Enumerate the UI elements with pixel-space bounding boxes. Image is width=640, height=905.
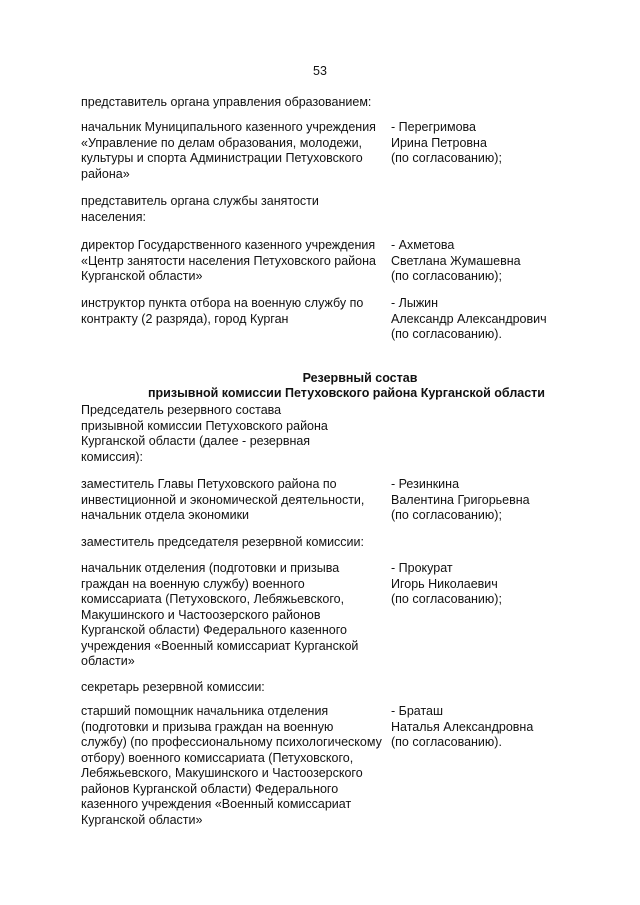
reserve-deputy-person: - Прокурат Игорь Николаевич (по согласованию); [391,561,502,606]
member-role-education: начальник Муниципального казенного учреждения «Управление по делам образования, молодежи, культуры и спорта Администрации Петуховского района» [81,120,376,181]
reserve-chair-intro: Председатель резервного состава призывной комиссии Петуховского района Курганской области (далее - резервная комиссия): [81,403,328,464]
member-role-instructor: инструктор пункта отбора на военную службу по контракту (2 разряда), город Курган [81,296,364,326]
member-person-education: - Перегримова Ирина Петровна (по согласованию); [391,120,502,165]
reserve-secretary-person: - Браташ Наталья Александровна (по согласованию). [391,704,534,749]
reserve-heading-line2: призывной комиссии Петуховского района Курганской области [148,386,545,400]
member-person-employment-center: - Ахметова Светлана Жумашевна (по согласованию); [391,238,521,283]
reserve-deputy-intro: заместитель председателя резервной комиссии: [81,535,364,549]
reserve-deputy-role: начальник отделения (подготовки и призыва граждан на военную службу) военного комиссариата (Петуховского, Лебяжьевского, Макушинского и Частоозерского районов Курганской области) Федерального казенного учреждения «Военный комиссариат Курганской области» [81,561,359,668]
member-role-employment-center: директор Государственного казенного учреждения «Центр занятости населения Петуховского района Курганской области» [81,238,376,283]
education-intro: представитель органа управления образованием: [81,95,372,109]
employment-intro: представитель органа службы занятости населения: [81,194,319,224]
page-number: 53 [313,64,327,78]
reserve-heading: Резервный состав [302,371,418,385]
member-person-instructor: - Лыжин Александр Александрович (по согласованию). [391,296,547,341]
reserve-secretary-role: старший помощник начальника отделения (подготовки и призыва граждан на военную службу) (по профессиональному психологическому отбору) военного комиссариата (Петуховского, Лебяжьевского, Макушинского и Частоозерского районов Курганской области) Федерального казенного учреждения «Военный комиссариат Курганской области» [81,704,382,827]
reserve-secretary-intro: секретарь резервной комиссии: [81,680,265,694]
reserve-chair-person: - Резинкина Валентина Григорьевна (по согласованию); [391,477,530,522]
reserve-chair-role: заместитель Главы Петуховского района по инвестиционной и экономической деятельности, начальник отдела экономики [81,477,365,522]
